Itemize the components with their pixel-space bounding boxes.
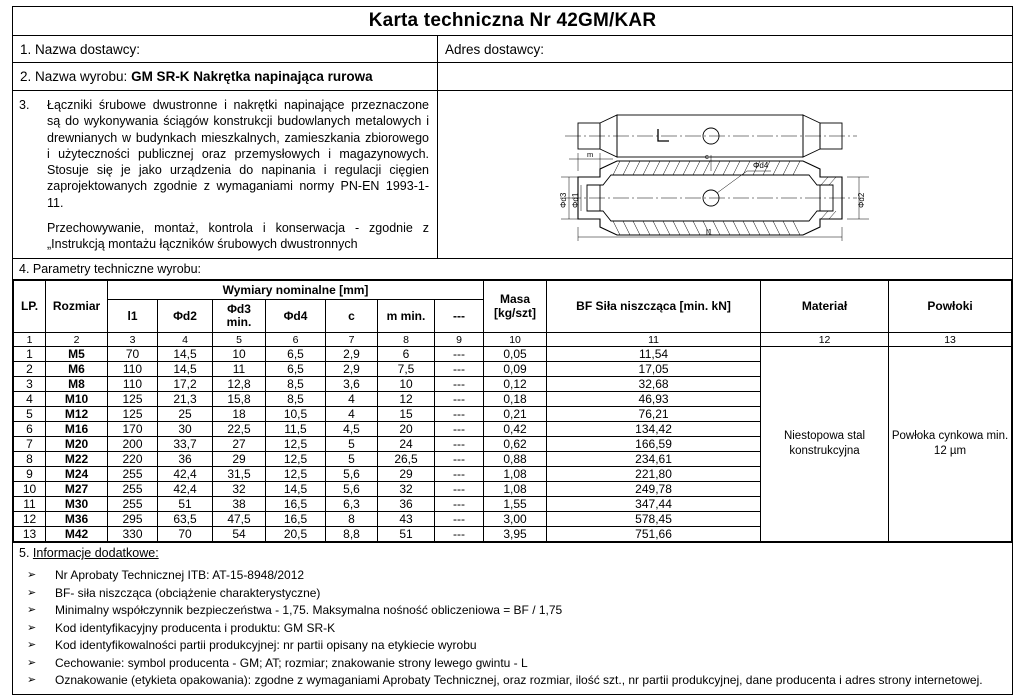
params-table [13,280,1012,542]
cell-d3: 10 [213,347,266,362]
header-d3 [213,300,266,333]
cell-lp: 8 [14,452,46,467]
product-label: 2. Nazwa wyrobu: [20,69,128,84]
cell-bf: 751,66 [547,527,761,542]
arrow-bullet-icon: ➢ [27,604,37,617]
cell-l1: 110 [108,362,158,377]
description-paragraph-1: Łączniki śrubowe dwustronne i nakrętki napinające przeznaczone są do wykonywania ściągów konstrukcji budowlanych metalowych i drewnianych w budynkach mieszkalnych, zamieszkania zbiorowego i użyteczności publicznej oraz przemysłowych i magazynowych. Stosuje się je jako urządzenia do napinania i regulacji cięgien zaprojektowanych zgodnie z wymaganiami normy PN-EN 1993-1-11. [47,98,429,210]
description-cell [13,91,438,259]
header-d4: Φd4 [266,300,326,333]
material-line2: konstrukcyjna [789,445,860,458]
table-row [14,347,1012,362]
cell-blank: --- [435,362,484,377]
title-row [13,7,1013,36]
notes-section-label-row [13,543,1013,564]
cell-blank: --- [435,512,484,527]
cell-lp: 10 [14,482,46,497]
cell-lp: 2 [14,362,46,377]
header-coating: Powłoki [889,281,1012,333]
header-d2: Φd2 [158,300,213,333]
cell-d4: 16,5 [266,512,326,527]
colnum-2: 2 [46,333,108,347]
cell-d3: 11 [213,362,266,377]
cell-lp: 7 [14,437,46,452]
cell-size: M8 [46,377,108,392]
cell-bf: 17,05 [547,362,761,377]
cell-mass: 3,00 [484,512,547,527]
description-drawing-row [13,91,1013,259]
cell-size: M30 [46,497,108,512]
note-text: Kod identyfikacyjny producenta i produktu: GM SR-K [55,620,336,635]
colnum-5: 5 [213,333,266,347]
cell-mass: 0,12 [484,377,547,392]
cell-size: M6 [46,362,108,377]
drawing-label-d4: Φd4 [753,160,769,170]
note-text: BF- siła niszcząca (obciążenie charakterystyczne) [55,585,321,600]
cell-l1: 255 [108,482,158,497]
cell-c: 4,5 [326,422,378,437]
cell-mass: 0,05 [484,347,547,362]
cell-lp: 3 [14,377,46,392]
cell-size: M16 [46,422,108,437]
cell-mass: 0,42 [484,422,547,437]
cell-m: 24 [378,437,435,452]
header-c: c [326,300,378,333]
header-bf: BF Siła niszcząca [min. kN] [547,281,761,333]
list-item [19,620,1006,638]
drawing-label-l1: l1 [706,227,713,237]
cell-d4: 8,5 [266,392,326,407]
cell-c: 3,6 [326,377,378,392]
drawing-label-d3: Φd3 [559,192,569,208]
cell-bf: 347,44 [547,497,761,512]
cell-d2: 14,5 [158,362,213,377]
cell-l1: 70 [108,347,158,362]
colnum-8: 8 [378,333,435,347]
cell-l1: 110 [108,377,158,392]
arrow-bullet-icon: ➢ [27,569,37,582]
cell-d4: 10,5 [266,407,326,422]
cell-c: 5 [326,452,378,467]
cell-m: 10 [378,377,435,392]
description-number: 3. [19,98,30,112]
cell-m: 6 [378,347,435,362]
cell-c: 2,9 [326,362,378,377]
cell-d2: 70 [158,527,213,542]
cell-d2: 25 [158,407,213,422]
cell-blank: --- [435,347,484,362]
cell-m: 32 [378,482,435,497]
cell-lp: 4 [14,392,46,407]
list-item [19,602,1006,620]
drawing-cell [438,91,1013,259]
product-row [13,63,1013,91]
cell-coating [889,347,1012,542]
cell-blank: --- [435,407,484,422]
cell-bf: 166,59 [547,437,761,452]
header-d3-line1: Φd3 [227,301,251,316]
cell-l1: 200 [108,437,158,452]
cell-d3: 15,8 [213,392,266,407]
cell-d3: 27 [213,437,266,452]
cell-d2: 42,4 [158,467,213,482]
header-size: Rozmiar [46,281,108,333]
list-item [19,567,1006,585]
material-line1: Niestopowa stal [783,429,866,442]
cell-size: M12 [46,407,108,422]
cell-d4: 14,5 [266,482,326,497]
cell-size: M10 [46,392,108,407]
cell-l1: 220 [108,452,158,467]
notes-label-text: Informacje dodatkowe: [32,546,159,561]
notes-row [13,563,1013,694]
cell-c: 4 [326,407,378,422]
cell-blank: --- [435,437,484,452]
cell-size: M20 [46,437,108,452]
cell-lp: 11 [14,497,46,512]
cell-lp: 13 [14,527,46,542]
cell-blank: --- [435,377,484,392]
cell-blank: --- [435,392,484,407]
cell-mass: 3,95 [484,527,547,542]
arrow-bullet-icon: ➢ [27,621,37,634]
cell-d3: 54 [213,527,266,542]
params-header-row-1 [14,281,1012,300]
cell-d4: 20,5 [266,527,326,542]
cell-c: 2,9 [326,347,378,362]
cell-bf: 234,61 [547,452,761,467]
supplier-name-label: 1. Nazwa dostawcy: [13,36,438,63]
colnum-7: 7 [326,333,378,347]
cell-mass: 0,88 [484,452,547,467]
cell-mass: 0,18 [484,392,547,407]
cell-d2: 30 [158,422,213,437]
cell-d2: 36 [158,452,213,467]
cell-bf: 578,45 [547,512,761,527]
cell-m: 43 [378,512,435,527]
arrow-bullet-icon: ➢ [27,586,37,599]
cell-lp: 9 [14,467,46,482]
cell-size: M22 [46,452,108,467]
cell-c: 8,8 [326,527,378,542]
arrow-bullet-icon: ➢ [27,674,37,687]
cell-m: 15 [378,407,435,422]
colnum-13: 13 [889,333,1012,347]
description-body [47,97,429,252]
header-material: Materiał [761,281,889,333]
cell-lp: 1 [14,347,46,362]
header-mass-line1: Masa [500,292,531,307]
cell-l1: 330 [108,527,158,542]
cell-d2: 14,5 [158,347,213,362]
cell-c: 5,6 [326,467,378,482]
cell-d2: 21,3 [158,392,213,407]
cell-l1: 255 [108,497,158,512]
coating-line2: 12 µm [933,445,967,458]
cell-blank: --- [435,527,484,542]
cell-d3: 47,5 [213,512,266,527]
colnum-4: 4 [158,333,213,347]
note-text: Cechowanie: symbol producenta - GM; AT; rozmiar; znakowanie strony lewego gwintu - L [55,655,528,670]
cell-m: 29 [378,467,435,482]
cell-bf: 76,21 [547,407,761,422]
cell-d4: 12,5 [266,452,326,467]
params-table-cell [13,280,1013,543]
cell-size: M24 [46,467,108,482]
colnum-9: 9 [435,333,484,347]
header-nominal-dimensions: Wymiary nominalne [mm] [108,281,484,300]
cell-blank: --- [435,467,484,482]
cell-d4: 12,5 [266,437,326,452]
cell-d4: 6,5 [266,347,326,362]
colnum-6: 6 [266,333,326,347]
cell-d4: 12,5 [266,467,326,482]
cell-c: 5 [326,437,378,452]
cell-l1: 170 [108,422,158,437]
cell-d2: 33,7 [158,437,213,452]
notes-label-prefix: 5. [19,546,33,561]
drawing-label-m: m [587,149,594,159]
cell-d3: 38 [213,497,266,512]
product-name-cell [13,63,438,91]
cell-m: 12 [378,392,435,407]
header-mass-line2: [kg/szt] [494,305,537,320]
colnum-11: 11 [547,333,761,347]
cell-mass: 1,08 [484,467,547,482]
colnum-12: 12 [761,333,889,347]
cell-blank: --- [435,422,484,437]
colnum-1: 1 [14,333,46,347]
cell-m: 7,5 [378,362,435,377]
cell-c: 4 [326,392,378,407]
cell-d2: 51 [158,497,213,512]
header-lp: LP. [14,281,46,333]
product-name: GM SR-K Nakrętka napinająca rurowa [131,69,373,84]
cell-d3: 22,5 [213,422,266,437]
cell-bf: 11,54 [547,347,761,362]
cell-c: 6,3 [326,497,378,512]
cell-size: M36 [46,512,108,527]
params-section-label: 4. Parametry techniczne wyrobu: [13,259,1013,280]
cell-bf: 32,68 [547,377,761,392]
cell-lp: 6 [14,422,46,437]
description-paragraph-2: Przechowywanie, montaż, kontrola i konserwacja - zgodnie z „Instrukcją montażu łączników śrubowych dwustronnych [47,220,429,251]
list-item [19,585,1006,603]
cell-mass: 1,08 [484,482,547,497]
cell-m: 51 [378,527,435,542]
supplier-address-label: Adres dostawcy: [438,36,1013,63]
cell-l1: 125 [108,392,158,407]
cell-d3: 12,8 [213,377,266,392]
header-m-min: m min. [378,300,435,333]
drawing-label-c: c [705,151,709,161]
cell-lp: 5 [14,407,46,422]
arrow-bullet-icon: ➢ [27,656,37,669]
datasheet-frame [12,6,1013,695]
cell-lp: 12 [14,512,46,527]
colnum-10: 10 [484,333,547,347]
cell-m: 20 [378,422,435,437]
list-item [19,672,1006,690]
coating-line1: Powłoka cynkowa min. [891,429,1009,442]
header-blank: --- [435,300,484,333]
turnbuckle-tube-nut-technical-drawing [525,109,925,241]
product-row-empty [438,63,1013,91]
drawing-label-d2: Φd2 [857,192,867,208]
note-text: Nr Aprobaty Technicznej ITB: AT-15-8948/2012 [55,568,305,583]
params-table-row [13,280,1013,543]
cell-d4: 11,5 [266,422,326,437]
cell-m: 36 [378,497,435,512]
cell-blank: --- [435,482,484,497]
cell-blank: --- [435,452,484,467]
header-mass [484,281,547,333]
cell-bf: 221,80 [547,467,761,482]
header-d3-line2: min. [226,315,252,330]
list-item [19,655,1006,673]
notes-section-label [13,543,1013,564]
cell-d3: 29 [213,452,266,467]
cell-bf: 249,78 [547,482,761,497]
params-section-label-row [13,259,1013,280]
params-column-number-row [14,333,1012,347]
note-text: Minimalny współczynnik bezpieczeństwa - 1,75. Maksymalna nośność obliczeniowa = BF / 1,75 [55,603,563,618]
cell-bf: 134,42 [547,422,761,437]
cell-d2: 17,2 [158,377,213,392]
cell-c: 8 [326,512,378,527]
cell-m: 26,5 [378,452,435,467]
notes-cell [13,563,1013,694]
page-title: Karta techniczna Nr 42GM/KAR [13,7,1013,36]
cell-d4: 6,5 [266,362,326,377]
cell-d2: 42,4 [158,482,213,497]
supplier-row [13,36,1013,63]
cell-c: 5,6 [326,482,378,497]
cell-mass: 1,55 [484,497,547,512]
cell-l1: 125 [108,407,158,422]
list-item [19,637,1006,655]
colnum-3: 3 [108,333,158,347]
header-l1: l1 [108,300,158,333]
cell-blank: --- [435,497,484,512]
cell-size: M27 [46,482,108,497]
arrow-bullet-icon: ➢ [27,639,37,652]
cell-material [761,347,889,542]
cell-size: M5 [46,347,108,362]
cell-d3: 18 [213,407,266,422]
cell-mass: 0,09 [484,362,547,377]
cell-d3: 32 [213,482,266,497]
cell-l1: 255 [108,467,158,482]
drawing-label-d1: Φd1 [571,192,581,208]
cell-mass: 0,21 [484,407,547,422]
cell-mass: 0,62 [484,437,547,452]
cell-d4: 16,5 [266,497,326,512]
cell-bf: 46,93 [547,392,761,407]
note-text: Kod identyfikowalności partii produkcyjnej: nr partii opisany na etykiecie wyrobu [55,638,477,653]
cell-l1: 295 [108,512,158,527]
cell-d4: 8,5 [266,377,326,392]
cell-size: M42 [46,527,108,542]
cell-d2: 63,5 [158,512,213,527]
note-text: Oznakowanie (etykieta opakowania): zgodne z wymaganiami Aprobaty Technicznej, oraz rozmiar, ilość szt., nr partii produkcyjnej, dane producenta i adres strony internetowej. [55,673,983,688]
cell-d3: 31,5 [213,467,266,482]
notes-list [19,567,1006,690]
